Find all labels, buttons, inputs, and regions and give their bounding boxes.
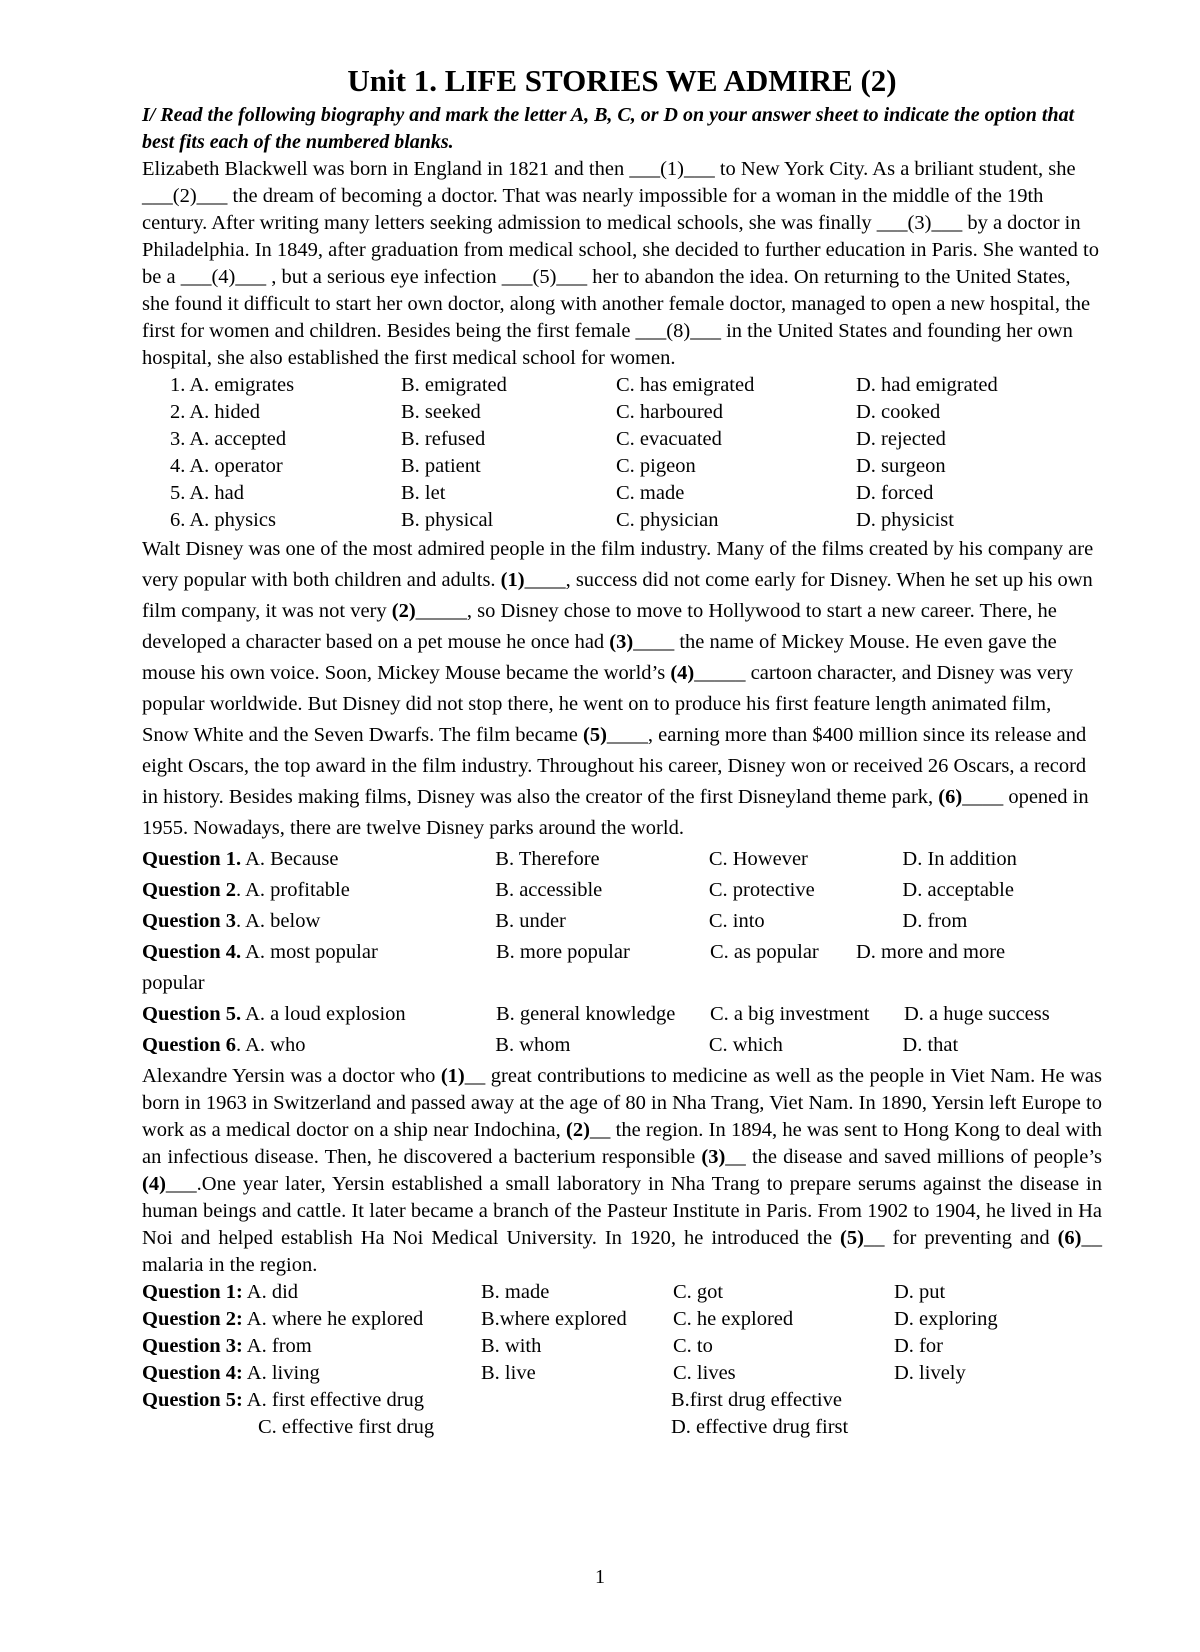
option-a-text: A. where he explored (242, 1308, 424, 1330)
worksheet-page (142, 62, 1102, 1441)
question-row (142, 1360, 1102, 1387)
option-d: D. effective drug first (671, 1416, 849, 1438)
question-row (142, 1306, 1102, 1333)
option-d: D. physicist (856, 509, 954, 531)
passage-text: __ the region. In 1894, he was sent to Hong Kong to deal with an infectious disease. Then, he discovered a bacterium responsible (142, 1119, 1102, 1168)
passage-blackwell: Elizabeth Blackwell was born in England in 1821 and then ___(1)___ to New York City. As a briliant student, she ___(2)___ the dream of becoming a doctor. That was nearly impossible for a woman in the middle of the 19th century. After writing many letters seeking admission to medical schools, she was finally ___(3)___ by a doctor in Philadelphia. In 1849, after graduation from medical school, she decided to further education in Paris. She wanted to be a ___(4)___ , but a serious eye infection ___(5)___ her to abandon the idea. On returning to the United States, she found it difficult to start her own doctor, along with another female doctor, managed to open a new hospital, the first for women and children. Besides being the first female ___(8)___ in the United States and founding her own hospital, she also established the first medical school for women. (142, 158, 1099, 369)
page-title: Unit 1. LIFE STORIES WE ADMIRE (2) (347, 63, 897, 98)
blank-number: (2) (566, 1119, 590, 1141)
blank-number: (3) (609, 631, 634, 653)
option-c: C. to (673, 1335, 713, 1357)
option-row (142, 426, 1102, 453)
option-b: B. made (481, 1281, 550, 1303)
option-c: C. effective first drug (258, 1416, 435, 1438)
option-d: D. had emigrated (856, 374, 998, 396)
question-label: Question 2 (142, 879, 236, 901)
blank-number: (5) (840, 1227, 864, 1249)
option-c: C. harboured (616, 401, 724, 423)
option-b: B.first drug effective (671, 1389, 842, 1411)
question-label: Question 1. (142, 848, 242, 870)
question-label: Question 3 (142, 910, 236, 932)
option-a (142, 1306, 481, 1333)
passage-text: Walt Disney was one of the most admired people in the film industry. Many of the films created by his company are very popular with both children and adults. (142, 538, 1094, 591)
option-row (142, 399, 1102, 426)
option-c: C. a big investment (710, 1003, 870, 1025)
question-row (142, 1333, 1102, 1360)
option-c: C. made (616, 482, 685, 504)
page-number: 1 (595, 1566, 605, 1588)
question-row-wrap (142, 968, 1102, 999)
blank-number: (5) (583, 724, 607, 746)
option-a-text: A. first effective drug (242, 1389, 425, 1411)
option-b: B. more popular (496, 941, 630, 963)
option-a (142, 844, 495, 875)
blank-number: (4) (142, 1173, 166, 1195)
option-b: B. Therefore (495, 848, 600, 870)
options-blackwell (142, 372, 1102, 534)
passage-text: ____, success did not come early for Disney. When he set up his own film company, it was not very (142, 569, 1093, 622)
option-row (142, 372, 1102, 399)
question-label: Question 2: (142, 1308, 243, 1330)
option-a: 3. A. accepted (170, 428, 287, 450)
option-c: C. has emigrated (616, 374, 755, 396)
blank-number: (4) (670, 662, 695, 684)
question-label: Question 5. (142, 1003, 242, 1025)
question-row (142, 844, 1102, 875)
passage-disney (142, 534, 1102, 844)
option-a: 5. A. had (170, 482, 245, 504)
passage-text: Alexandre Yersin was a doctor who (142, 1065, 441, 1087)
blank-number: (1) (500, 569, 525, 591)
passage-text: __ great contributions to medicine as well as the people in Viet Nam. He was born in 1963 in Switzerland and passed away at the age of 80 in Nha Trang, Viet Nam. In 1890, Yersin left Europe to work as a medical doctor on a ship near Indochina, (142, 1065, 1102, 1141)
option-c: C. which (708, 1034, 783, 1056)
option-d: D. for (894, 1335, 943, 1357)
option-d: D. that (902, 1034, 959, 1056)
option-a-text: A. living (242, 1362, 320, 1384)
question-row (142, 1030, 1102, 1061)
option-a-text: A. most popular (241, 941, 378, 963)
option-a (142, 1333, 481, 1360)
option-row (142, 507, 1102, 534)
option-b: B. seeked (401, 401, 481, 423)
option-b: B. live (481, 1362, 536, 1384)
passage-text: ____ opened in 1955. Nowadays, there are twelve Disney parks around the world. (142, 786, 1089, 839)
passage-text: ____ the name of Mickey Mouse. He even gave the mouse his own voice. Soon, Mickey Mouse became the world’s (142, 631, 1057, 684)
option-b: B. patient (401, 455, 481, 477)
option-c: C. as popular (710, 941, 819, 963)
option-d: D. lively (894, 1362, 966, 1384)
option-a: 1. A. emigrates (170, 374, 295, 396)
question-row (142, 1279, 1102, 1306)
question-row (142, 937, 1102, 968)
option-c: C. into (708, 910, 765, 932)
option-d: D. acceptable (902, 879, 1014, 901)
blank-number: (6) (1057, 1227, 1082, 1249)
option-a (142, 1360, 481, 1387)
option-d: D. surgeon (856, 455, 946, 477)
option-row (142, 453, 1102, 480)
option-a (142, 875, 495, 906)
question-label: Question 5: (142, 1389, 243, 1411)
option-b: B. let (401, 482, 446, 504)
option-a: 6. A. physics (170, 509, 276, 531)
option-b: B.where explored (481, 1308, 627, 1330)
option-c: C. lives (673, 1362, 736, 1384)
option-c: C. pigeon (616, 455, 696, 477)
passage-text: _____ cartoon character, and Disney was very popular worldwide. But Disney did not stop there, he went on to produce his first feature length animated film, Snow White and the Seven Dwarfs. The film became (142, 662, 1074, 746)
option-a-text: A. from (242, 1335, 312, 1357)
option-a: 2. A. hided (170, 401, 260, 423)
option-d: D. forced (856, 482, 934, 504)
option-d: D. a huge success (904, 1003, 1050, 1025)
blank-number: (1) (440, 1065, 465, 1087)
question-label: Question 1: (142, 1281, 243, 1303)
option-c: C. he explored (673, 1308, 794, 1330)
option-b: B. with (481, 1335, 542, 1357)
option-a-text: . A. who (235, 1034, 306, 1056)
option-c: C. evacuated (616, 428, 722, 450)
question-label: Question 6 (142, 1034, 236, 1056)
passage-text: ____, earning more than $400 million since its release and eight Oscars, the top award in the film industry. Throughout his career, Disney won or received 26 Oscars, a record in history. Besides making films, Disney was also the creator of the first Disneyland theme park, (142, 724, 1087, 808)
option-row (142, 480, 1102, 507)
instruction-text: I/ Read the following biography and mark the letter A, B, C, or D on your answer sheet to indicate the option that best fits each of the numbered blanks. (142, 104, 1075, 153)
blank-number: (6) (938, 786, 963, 808)
passage-text: _____, so Disney chose to move to Hollywood to start a new career. There, he developed a character based on a pet mouse he once had (142, 600, 1057, 653)
option-b: B. emigrated (401, 374, 507, 396)
questions-disney (142, 844, 1102, 1061)
option-d: D. put (894, 1281, 946, 1303)
question-label: Question 4: (142, 1362, 243, 1384)
question-label: Question 4. (142, 941, 242, 963)
option-c: C. However (708, 848, 808, 870)
option-b: B. whom (495, 1034, 571, 1056)
questions-yersin (142, 1279, 1102, 1441)
option-a-text: . A. below (235, 910, 321, 932)
option-a (142, 1279, 481, 1306)
option-b: B. refused (401, 428, 486, 450)
passage-text: ___.One year later, Yersin established a small laboratory in Nha Trang to prepare serums against the disease in human beings and cattle. It later became a branch of the Pasteur Institute in Paris. From 1902 to 1904, he lived in Ha Noi and helped establish Ha Noi Medical University. In 1920, he introduced the (142, 1173, 1102, 1249)
option-a (142, 1030, 495, 1061)
option-c: C. protective (708, 879, 815, 901)
option-d: D. more and more (856, 941, 1006, 963)
option-d: D. cooked (856, 401, 941, 423)
blank-number: (3) (701, 1146, 726, 1168)
option-d: D. exploring (894, 1308, 998, 1330)
option-a-text: A. did (242, 1281, 299, 1303)
option-b: B. under (495, 910, 566, 932)
passage-text: __ for preventing and (863, 1227, 1058, 1249)
option-a (142, 906, 495, 937)
option-b: B. accessible (495, 879, 603, 901)
passage-yersin (142, 1063, 1102, 1279)
option-b: B. general knowledge (496, 1003, 676, 1025)
option-c: C. physician (616, 509, 719, 531)
option-a (142, 1387, 671, 1414)
passage-text: __ the disease and saved millions of people’s (725, 1146, 1102, 1168)
option-c: C. got (673, 1281, 724, 1303)
option-d: D. from (902, 910, 968, 932)
option-d: D. In addition (902, 848, 1017, 870)
option-a-text: . A. profitable (235, 879, 350, 901)
question-row (142, 999, 1102, 1030)
option-a (142, 937, 496, 968)
question-row (142, 906, 1102, 937)
option-d: D. rejected (856, 428, 946, 450)
option-d-wrap: popular (142, 972, 205, 994)
question-label: Question 3: (142, 1335, 243, 1357)
question-row (142, 1414, 1102, 1441)
option-a-text: A. a loud explosion (241, 1003, 406, 1025)
question-row (142, 875, 1102, 906)
question-row (142, 1387, 1102, 1414)
option-a: 4. A. operator (170, 455, 283, 477)
option-a (142, 999, 496, 1030)
option-b: B. physical (401, 509, 494, 531)
option-a-text: A. Because (241, 848, 339, 870)
blank-number: (2) (391, 600, 416, 622)
passage-text: __ malaria in the region. (142, 1227, 1102, 1276)
